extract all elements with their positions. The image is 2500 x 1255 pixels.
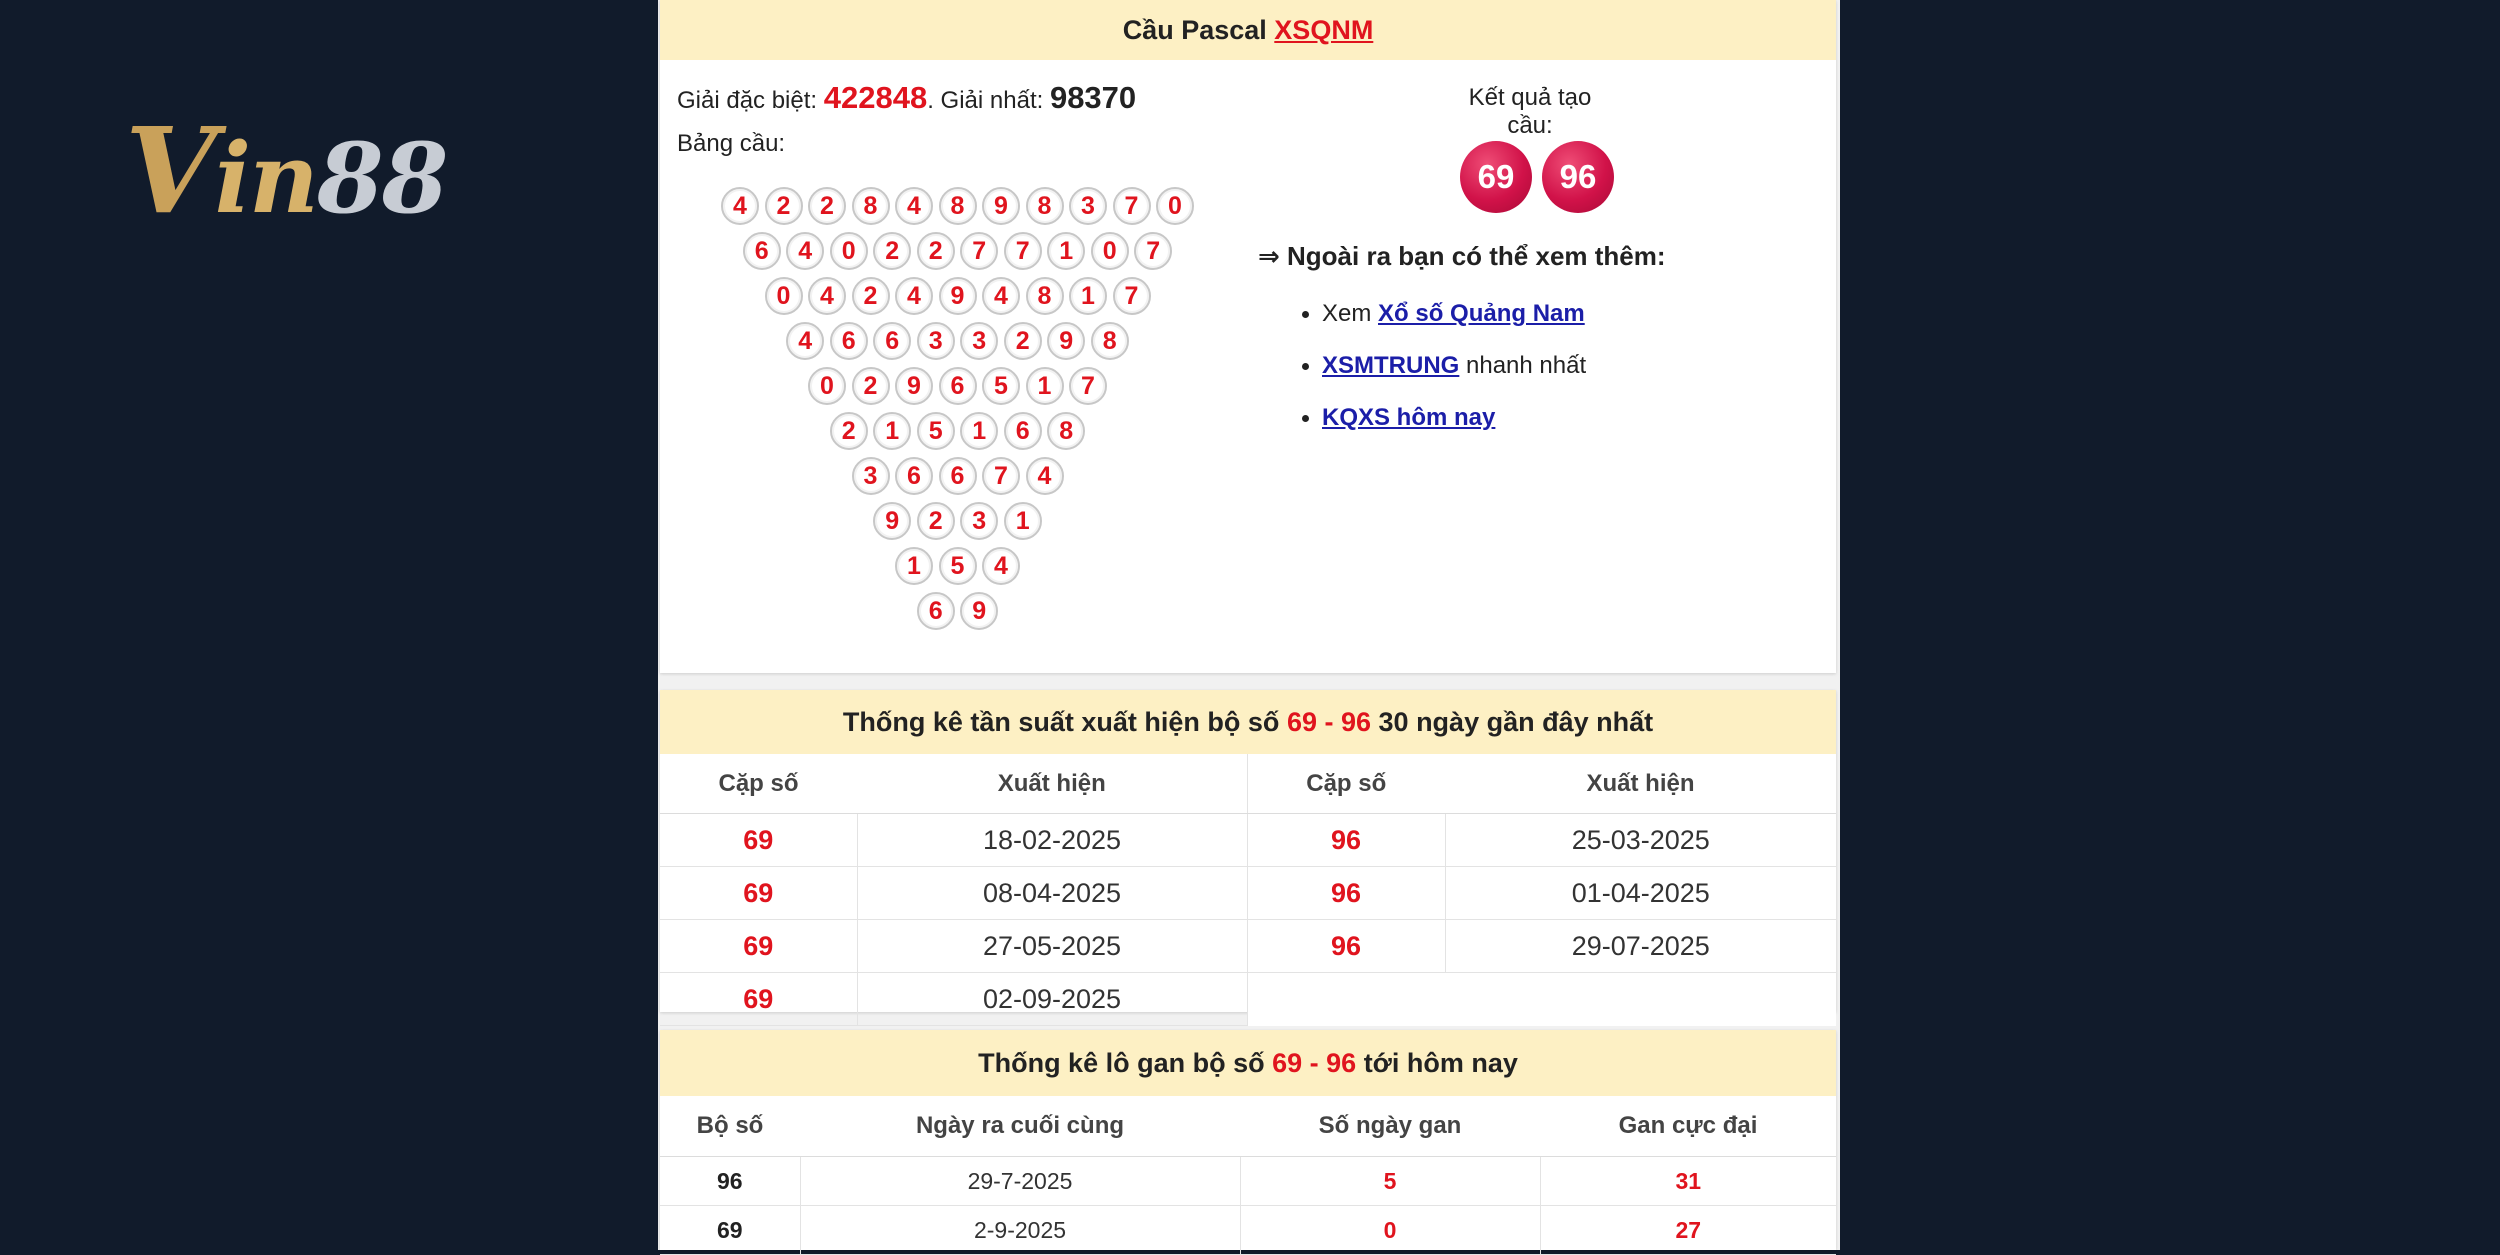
- content-panel: [658, 0, 1840, 1250]
- column-header: Số ngày gan: [1240, 1096, 1540, 1157]
- gan-days-cell: 0: [1240, 1206, 1540, 1255]
- pascal-digit-ball: 9: [960, 592, 998, 630]
- pascal-digit-ball: 9: [1047, 322, 1085, 360]
- pair-cell: 69: [660, 1206, 800, 1255]
- pair-cell: 69: [660, 814, 857, 867]
- table-row: [660, 920, 1836, 973]
- pascal-digit-ball: 2: [852, 367, 890, 405]
- frequency-title-suffix: 30 ngày gần đây nhất: [1378, 707, 1654, 737]
- pascal-digit-ball: 5: [982, 367, 1020, 405]
- pascal-digit-ball: 4: [895, 277, 933, 315]
- gan-card: [660, 1030, 1836, 1250]
- special-value: 422848: [823, 80, 928, 115]
- table-row: [660, 1157, 1836, 1206]
- pascal-digit-ball: 4: [1026, 457, 1064, 495]
- table-row: [660, 814, 1836, 867]
- pascal-digit-ball: 7: [1069, 367, 1107, 405]
- pascal-digit-ball: 6: [939, 457, 977, 495]
- date-cell: 27-05-2025: [857, 920, 1247, 973]
- date-cell: 02-09-2025: [857, 973, 1247, 1026]
- column-header: Cặp số: [660, 754, 857, 814]
- gan-title-prefix: Thống kê lô gan bộ số: [978, 1048, 1265, 1078]
- kqxs-hom-nay-link[interactable]: KQXS hôm nay: [1322, 404, 1496, 431]
- see-more-list: [1302, 296, 1586, 452]
- pascal-digit-ball: 7: [1134, 232, 1172, 270]
- pascal-digit-ball: 6: [1004, 412, 1042, 450]
- pascal-digit-ball: 2: [917, 502, 955, 540]
- pascal-digit-ball: 8: [1047, 412, 1085, 450]
- pascal-digit-ball: 8: [1026, 187, 1064, 225]
- gan-title-suffix: tới hôm nay: [1363, 1048, 1518, 1078]
- pascal-digit-ball: 7: [1004, 232, 1042, 270]
- pascal-digit-ball: 9: [939, 277, 977, 315]
- pascal-digit-ball: 7: [960, 232, 998, 270]
- pascal-digit-ball: 0: [765, 277, 803, 315]
- pascal-digit-ball: 9: [873, 502, 911, 540]
- table-row: [660, 1206, 1836, 1255]
- date-cell: 01-04-2025: [1445, 867, 1836, 920]
- see-more-title: ⇒ Ngoài ra bạn có thể xem thêm:: [1258, 241, 1666, 271]
- gan-title-pair: 69 - 96: [1272, 1048, 1357, 1078]
- last-date-cell: 2-9-2025: [800, 1206, 1240, 1255]
- pascal-digit-ball: 4: [982, 547, 1020, 585]
- pair-cell: 69: [660, 920, 857, 973]
- pascal-digit-ball: 0: [1091, 232, 1129, 270]
- column-header: Bộ số: [660, 1096, 800, 1157]
- pascal-digit-ball: 6: [917, 592, 955, 630]
- vin88-logo: [125, 101, 447, 240]
- list-item: [1302, 400, 1586, 452]
- pascal-digit-ball: 3: [960, 502, 998, 540]
- link-prefix: Xem: [1322, 300, 1379, 327]
- column-header: Gan cực đại: [1540, 1096, 1836, 1157]
- xsmtrung-link[interactable]: XSMTRUNG: [1322, 352, 1460, 379]
- pascal-digit-ball: 1: [1026, 367, 1064, 405]
- pair-cell: 96: [1247, 920, 1445, 973]
- pascal-digit-ball: 4: [982, 277, 1020, 315]
- pascal-digit-ball: 1: [895, 547, 933, 585]
- pascal-digit-ball: 3: [1069, 187, 1107, 225]
- pascal-digit-ball: 7: [1113, 277, 1151, 315]
- pascal-digit-ball: 6: [873, 322, 911, 360]
- xsqnm-link[interactable]: XSQNM: [1274, 15, 1374, 45]
- pascal-digit-ball: 2: [852, 277, 890, 315]
- date-cell: 18-02-2025: [857, 814, 1247, 867]
- frequency-table: [660, 754, 1836, 1026]
- gan-table: [660, 1096, 1836, 1255]
- pair-cell: 69: [660, 867, 857, 920]
- pascal-digit-ball: 8: [852, 187, 890, 225]
- logo-88: 88: [316, 122, 447, 235]
- pascal-digit-ball: 4: [786, 232, 824, 270]
- pascal-digit-ball: 6: [939, 367, 977, 405]
- pascal-digit-ball: 2: [830, 412, 868, 450]
- pascal-digit-ball: 1: [873, 412, 911, 450]
- pascal-digit-ball: 7: [1113, 187, 1151, 225]
- result-label: Kết quả tạo cầu:: [1468, 84, 1592, 139]
- result-ball: 69: [1460, 141, 1532, 213]
- empty-cell: [1445, 973, 1836, 1026]
- table-label: Bảng cầu:: [677, 130, 786, 157]
- result-ball: 96: [1542, 141, 1614, 213]
- pascal-digit-ball: 0: [1156, 187, 1194, 225]
- empty-cell: [1247, 973, 1445, 1026]
- pair-cell: 96: [1247, 867, 1445, 920]
- first-value: 98370: [1049, 80, 1137, 115]
- pascal-card: [660, 0, 1836, 673]
- pascal-digit-ball: 2: [917, 232, 955, 270]
- last-date-cell: 29-7-2025: [800, 1157, 1240, 1206]
- table-row: [660, 973, 1836, 1026]
- table-row: [660, 867, 1836, 920]
- pascal-title: Cầu Pascal: [1122, 15, 1267, 45]
- gan-max-cell: 27: [1540, 1206, 1836, 1255]
- pascal-digit-ball: 2: [873, 232, 911, 270]
- date-cell: 29-07-2025: [1445, 920, 1836, 973]
- pascal-digit-ball: 0: [830, 232, 868, 270]
- prize-summary: Giải đặc biệt: 422848. Giải nhất: 98370: [677, 80, 1137, 115]
- list-item: [1302, 348, 1586, 400]
- pascal-digit-ball: 2: [1004, 322, 1042, 360]
- logo-v: V: [125, 101, 215, 240]
- column-header: Cặp số: [1247, 754, 1445, 814]
- pair-cell: 96: [1247, 814, 1445, 867]
- column-header: Xuất hiện: [1445, 754, 1836, 814]
- frequency-header: [660, 690, 1836, 754]
- pascal-digit-ball: 3: [960, 322, 998, 360]
- logo-in: in: [214, 122, 317, 235]
- column-header: Ngày ra cuối cùng: [800, 1096, 1240, 1157]
- pascal-digit-ball: 0: [808, 367, 846, 405]
- link-suffix: nhanh nhất: [1459, 352, 1587, 379]
- pascal-digit-ball: 8: [1091, 322, 1129, 360]
- pascal-digit-ball: 4: [721, 187, 759, 225]
- pascal-digit-ball: 8: [1026, 277, 1064, 315]
- frequency-card: [660, 690, 1836, 1012]
- gan-max-cell: 31: [1540, 1157, 1836, 1206]
- list-item: [1302, 296, 1586, 348]
- pascal-digit-ball: 7: [982, 457, 1020, 495]
- pascal-digit-ball: 1: [1004, 502, 1042, 540]
- pascal-digit-ball: 9: [982, 187, 1020, 225]
- pair-cell: 96: [660, 1157, 800, 1206]
- pascal-digit-ball: 5: [939, 547, 977, 585]
- pascal-digit-ball: 4: [786, 322, 824, 360]
- column-header: Xuất hiện: [857, 754, 1247, 814]
- pascal-digit-ball: 6: [895, 457, 933, 495]
- frequency-title-prefix: Thống kê tần suất xuất hiện bộ số: [842, 707, 1280, 737]
- pascal-digit-ball: 8: [939, 187, 977, 225]
- xo-so-quang-nam-link[interactable]: Xổ số Quảng Nam: [1378, 300, 1585, 327]
- pascal-digit-ball: 3: [852, 457, 890, 495]
- special-label: Giải đặc biệt:: [677, 87, 818, 114]
- pascal-digit-ball: 5: [917, 412, 955, 450]
- pascal-digit-ball: 6: [830, 322, 868, 360]
- pascal-digit-ball: 2: [808, 187, 846, 225]
- pascal-digit-ball: 6: [743, 232, 781, 270]
- first-label: Giải nhất:: [940, 87, 1044, 114]
- pascal-digit-ball: 9: [895, 367, 933, 405]
- pascal-digit-ball: 2: [765, 187, 803, 225]
- pair-cell: 69: [660, 973, 857, 1026]
- frequency-title-pair: 69 - 96: [1286, 707, 1372, 737]
- pascal-digit-ball: 1: [960, 412, 998, 450]
- pascal-digit-ball: 4: [808, 277, 846, 315]
- date-cell: 08-04-2025: [857, 867, 1247, 920]
- pascal-digit-ball: 1: [1047, 232, 1085, 270]
- pascal-header: [660, 0, 1836, 60]
- gan-days-cell: 5: [1240, 1157, 1540, 1206]
- pascal-digit-ball: 3: [917, 322, 955, 360]
- pascal-digit-ball: 4: [895, 187, 933, 225]
- pascal-digit-ball: 1: [1069, 277, 1107, 315]
- gan-header: [660, 1030, 1836, 1096]
- date-cell: 25-03-2025: [1445, 814, 1836, 867]
